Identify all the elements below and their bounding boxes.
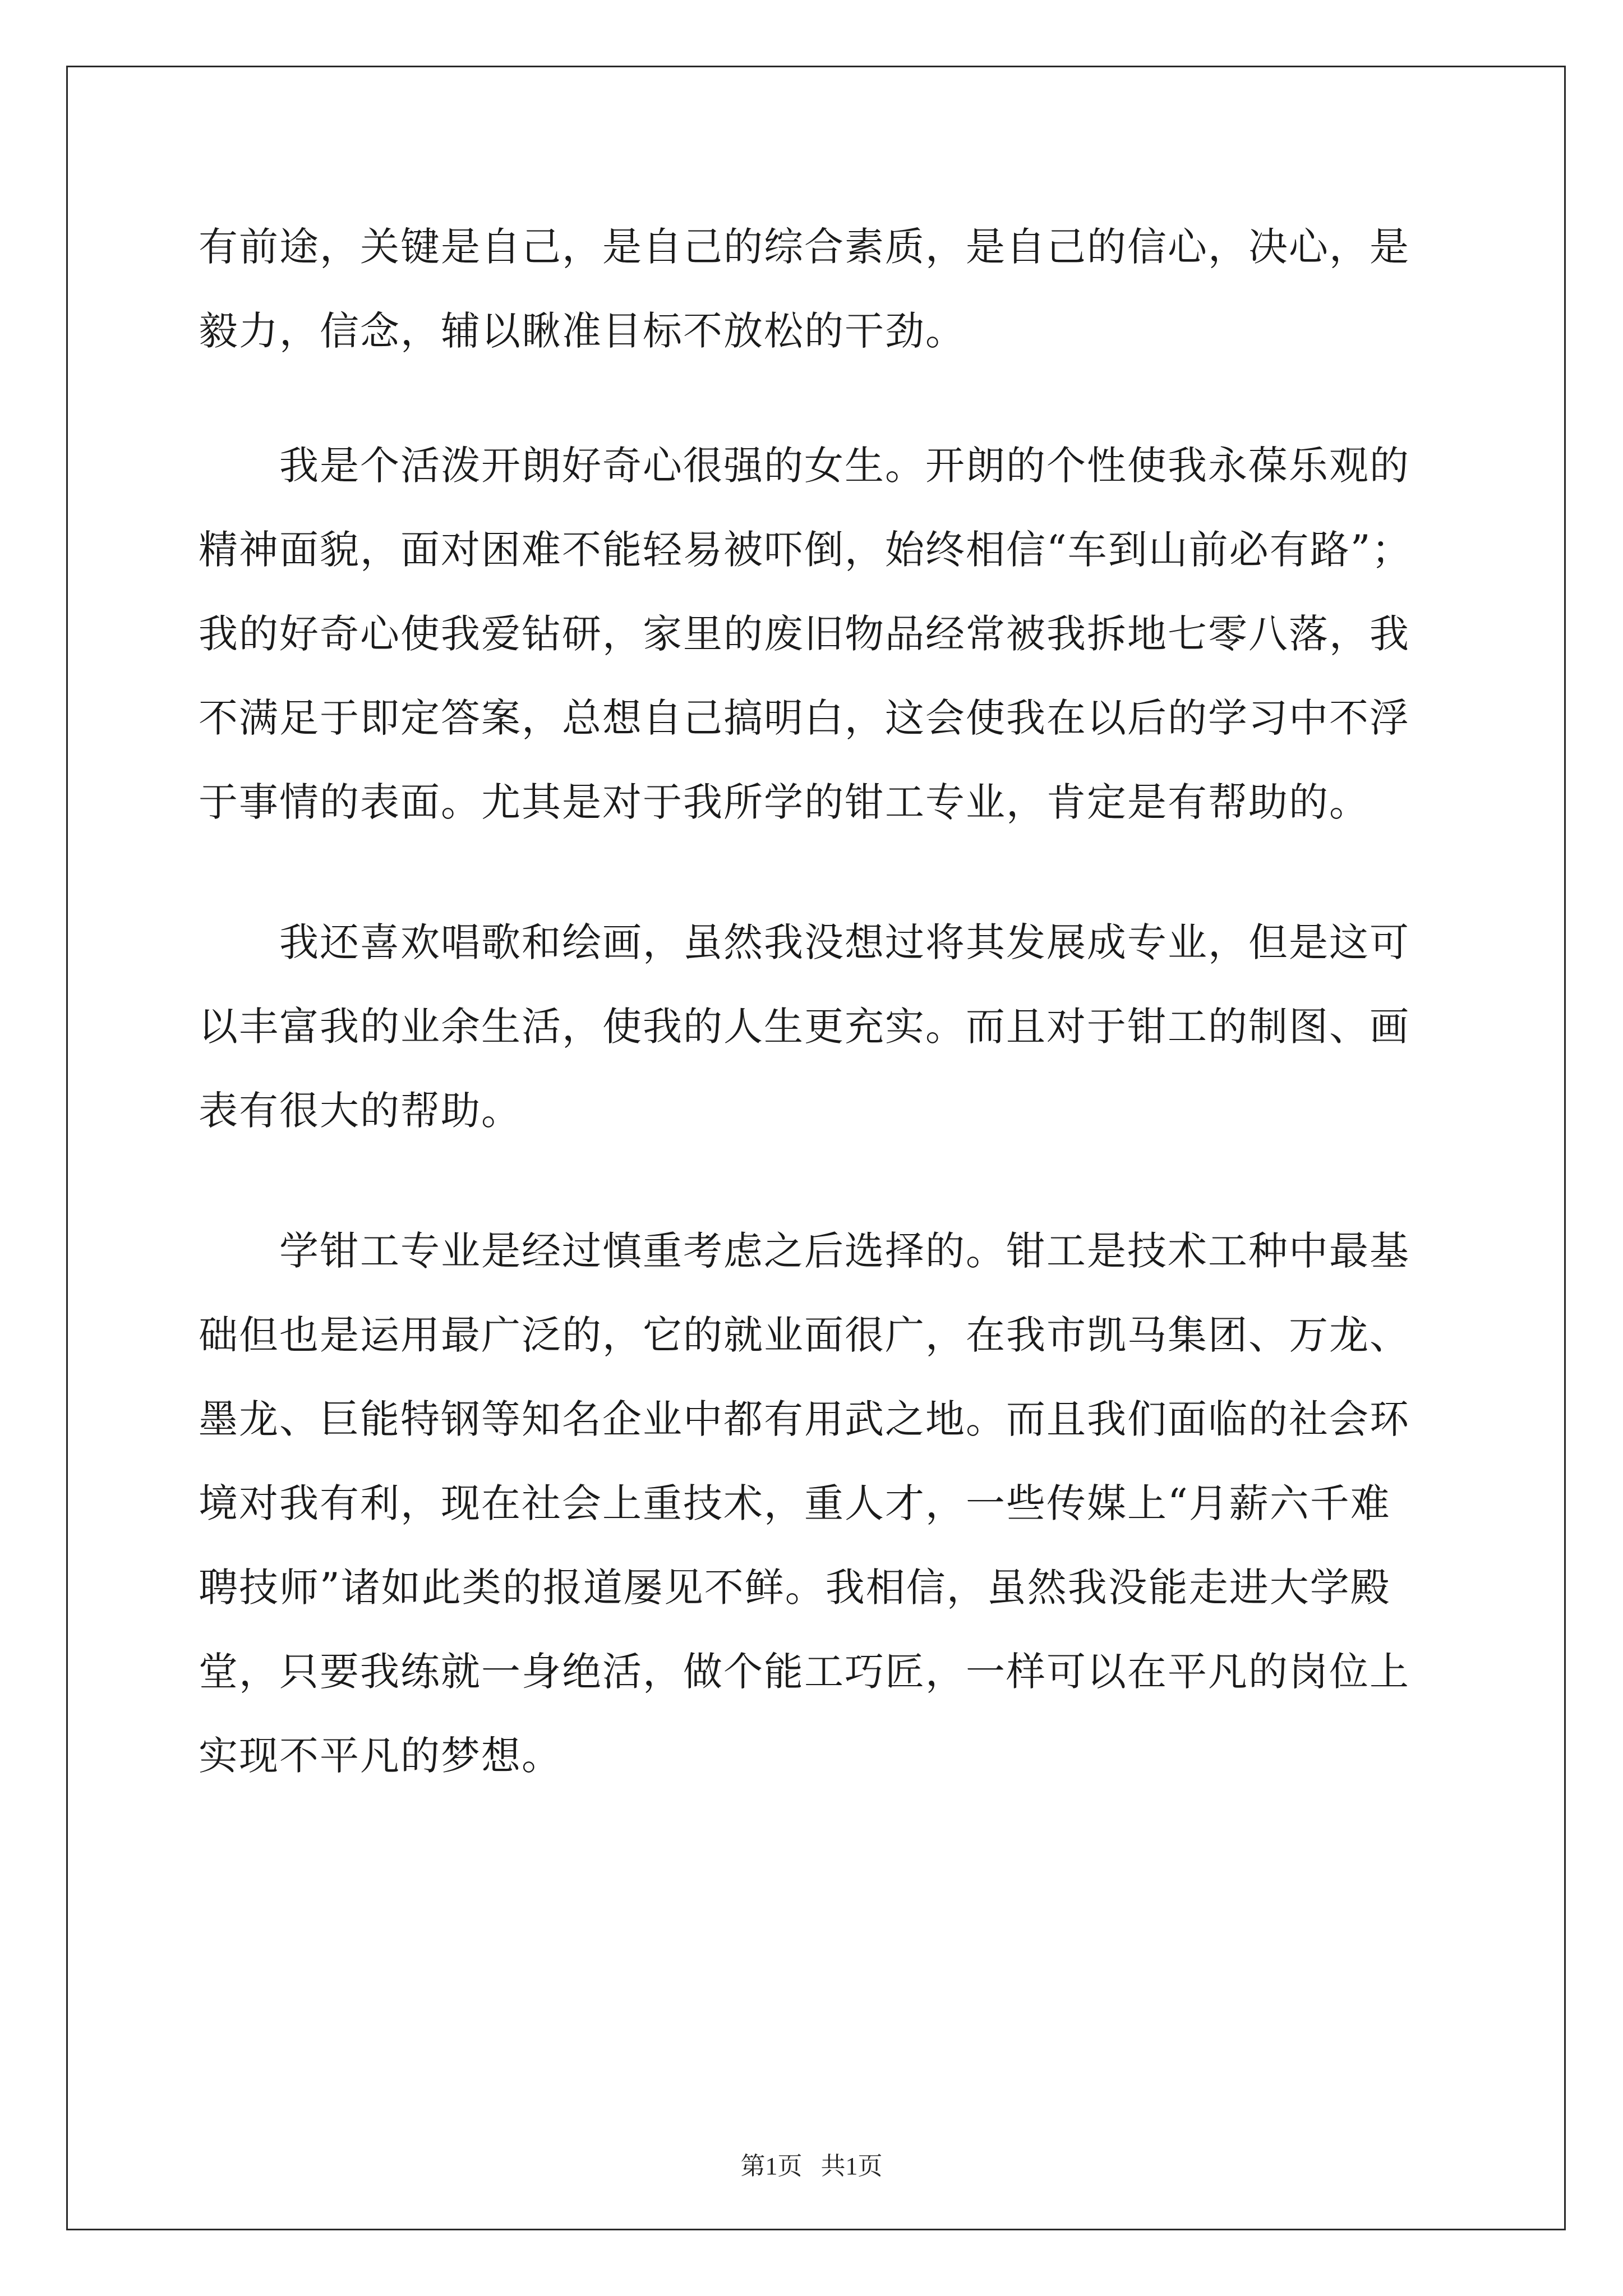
body-line-10: 表有很大的帮助。 <box>199 1088 522 1134</box>
page-border <box>66 66 1566 2230</box>
body-line-11: 学钳工专业是经过慎重考虑之后选择的。钳工是技术工种中最基 <box>199 1228 1410 1274</box>
body-line-13: 墨龙、巨能特钢等知名企业中都有用武之地。而且我们面临的社会环 <box>199 1396 1410 1442</box>
body-line-8: 我还喜欢唱歌和绘画，虽然我没想过将其发展成专业，但是这可 <box>199 919 1410 965</box>
page-footer <box>0 2150 1623 2183</box>
body-line-15: 聘技师”诸如此类的报道屡见不鲜。我相信，虽然我没能走进大学殿 <box>199 1565 1391 1611</box>
body-line-3: 我是个活泼开朗好奇心很强的女生。开朗的个性使我永葆乐观的 <box>199 443 1410 489</box>
body-line-16: 堂，只要我练就一身绝活，做个能工巧匠，一样可以在平凡的岗位上 <box>199 1649 1410 1695</box>
page-number: 第1页 <box>740 2152 803 2180</box>
page-total: 共1页 <box>820 2152 883 2180</box>
body-line-9: 以丰富我的业余生活，使我的人生更充实。而且对于钳工的制图、画 <box>199 1004 1410 1050</box>
body-line-17: 实现不平凡的梦想。 <box>199 1733 562 1779</box>
body-line-1: 有前途，关键是自己，是自己的综合素质，是自己的信心，决心，是 <box>199 224 1410 270</box>
body-line-5: 我的好奇心使我爱钻研，家里的废旧物品经常被我拆地七零八落，我 <box>199 611 1410 657</box>
body-line-7: 于事情的表面。尤其是对于我所学的钳工专业，肯定是有帮助的。 <box>199 779 1370 825</box>
body-line-4: 精神面貌，面对困难不能轻易被吓倒，始终相信“车到山前必有路”； <box>199 527 1412 573</box>
body-line-2: 毅力，信念，辅以瞅准目标不放松的干劲。 <box>199 308 966 354</box>
body-line-14: 境对我有利，现在社会上重技术，重人才，一些传媒上“月薪六千难 <box>199 1480 1391 1526</box>
body-line-12: 础但也是运用最广泛的，它的就业面很广，在我市凯马集团、万龙、 <box>199 1312 1410 1358</box>
body-line-6: 不满足于即定答案，总想自己搞明白，这会使我在以后的学习中不浮 <box>199 695 1410 741</box>
